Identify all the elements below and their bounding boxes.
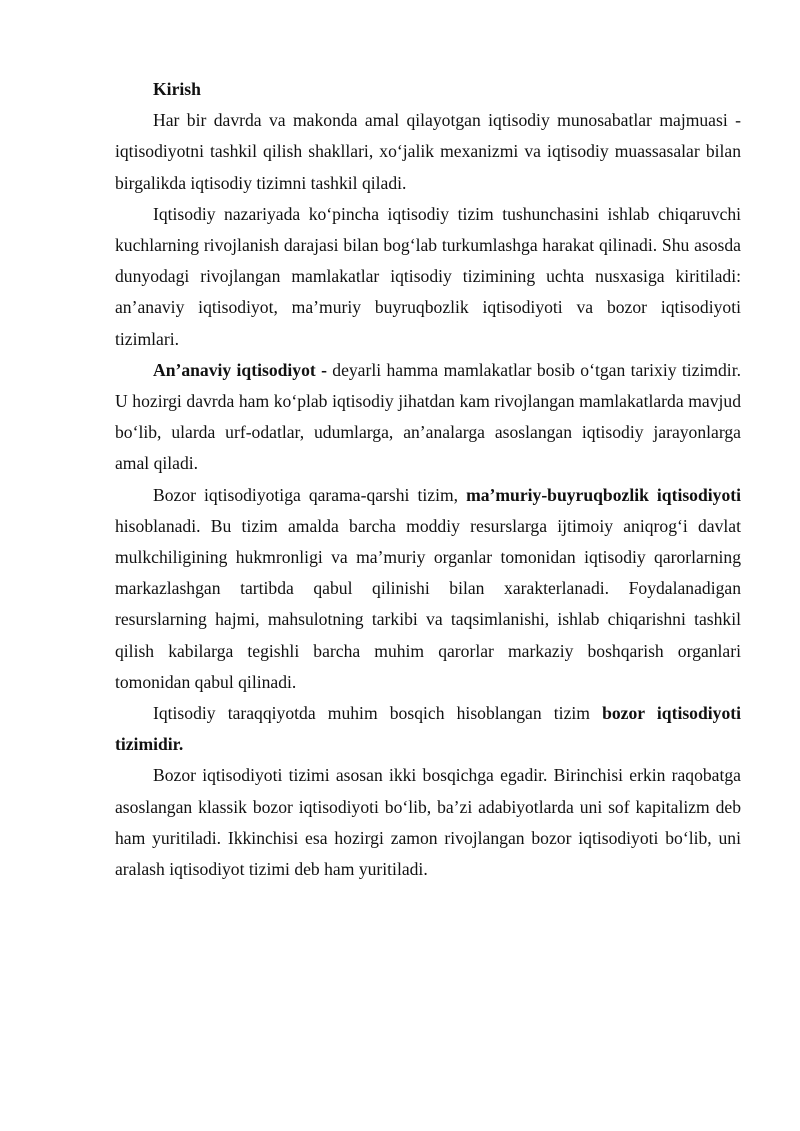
paragraph-4-text: hisoblanadi. Bu tizim amalda barcha moddiy resurslarga ijtimoiy aniqrog‘i davlat mulkchiligining hukmronligi va ma’muriy organlar tomonidan iqtisodiy qarorlarning markazlashgan tartibda qabul qilinishi bilan xarakterlanadi. Foydalanadigan resurslarning hajmi, mahsulotning tarkibi va taqsimlanishi, ishlab chiqarishni tashkil qilish kabilarga tegishli barcha muhim qarorlar markaziy boshqarish organlari tomonidan qabul qilinadi. <box>115 515 741 692</box>
paragraph-3 <box>115 355 741 480</box>
paragraph-5-start: Iqtisodiy taraqqiyotda muhim bosqich hisoblangan tizim <box>153 703 603 724</box>
paragraph-2: Iqtisodiy nazariyada ko‘pincha iqtisodiy tizim tushunchasini ishlab chiqaruvchi kuchlarning rivojlanish darajasi bilan bog‘lab turkumlashga harakat qilinadi. Shu asosda dunyodagi rivojlangan mamlakatlar iqtisodiy tizimining uchta nusxasiga kiritiladi: an’anaviy iqtisodiyot, ma’muriy buyruqbozlik iqtisodiyoti va bozor iqtisodiyoti tizimlari. <box>115 203 741 349</box>
section-heading: Kirish <box>153 79 201 99</box>
term-traditional-economy: An’anaviy iqtisodiyot - <box>153 359 327 380</box>
term-command-economy: ma’muriy-buyruqbozlik iqtisodiyoti <box>466 484 741 505</box>
paragraph-4 <box>115 480 741 698</box>
paragraph-1: Har bir davrda va makonda amal qilayotgan iqtisodiy munosabatlar majmuasi -iqtisodiyotni tashkil qilish shakllari, xo‘jalik mexanizmi va iqtisodiy muassasalar bilan birgalikda iqtisodiy tizimni tashkil qiladi. <box>115 110 741 193</box>
term-market-economy: bozor iqtisodiyoti tizimidir. <box>115 703 741 755</box>
paragraph-3-text: deyarli hamma mamlakatlar bosib o‘tgan tarixiy tizimdir. U hozirgi davrda ham ko‘plab iqtisodiy jihatdan kam rivojlangan mamlakatlarda mavjud bo‘lib, ularda urf-odatlar, udumlarga, an’analarga asoslangan iqtisodiy jarayonlarga amal qiladi. <box>115 359 741 474</box>
paragraph-5 <box>115 698 741 760</box>
paragraph-6: Bozor iqtisodiyoti tizimi asosan ikki bosqichga egadir. Birinchisi erkin raqobatga asoslangan klassik bozor iqtisodiyoti bo‘lib, ba’zi adabiyotlarda uni sof kapitalizm deb ham yuritiladi. Ikkinchisi esa hozirgi zamon rivojlangan bozor iqtisodiyoti bo‘lib, uni aralash iqtisodiyot tizimi deb ham yuritiladi. <box>115 765 741 880</box>
paragraph-4-start: Bozor iqtisodiyotiga qarama-qarshi tizim, <box>153 484 467 505</box>
document-page <box>115 74 741 885</box>
